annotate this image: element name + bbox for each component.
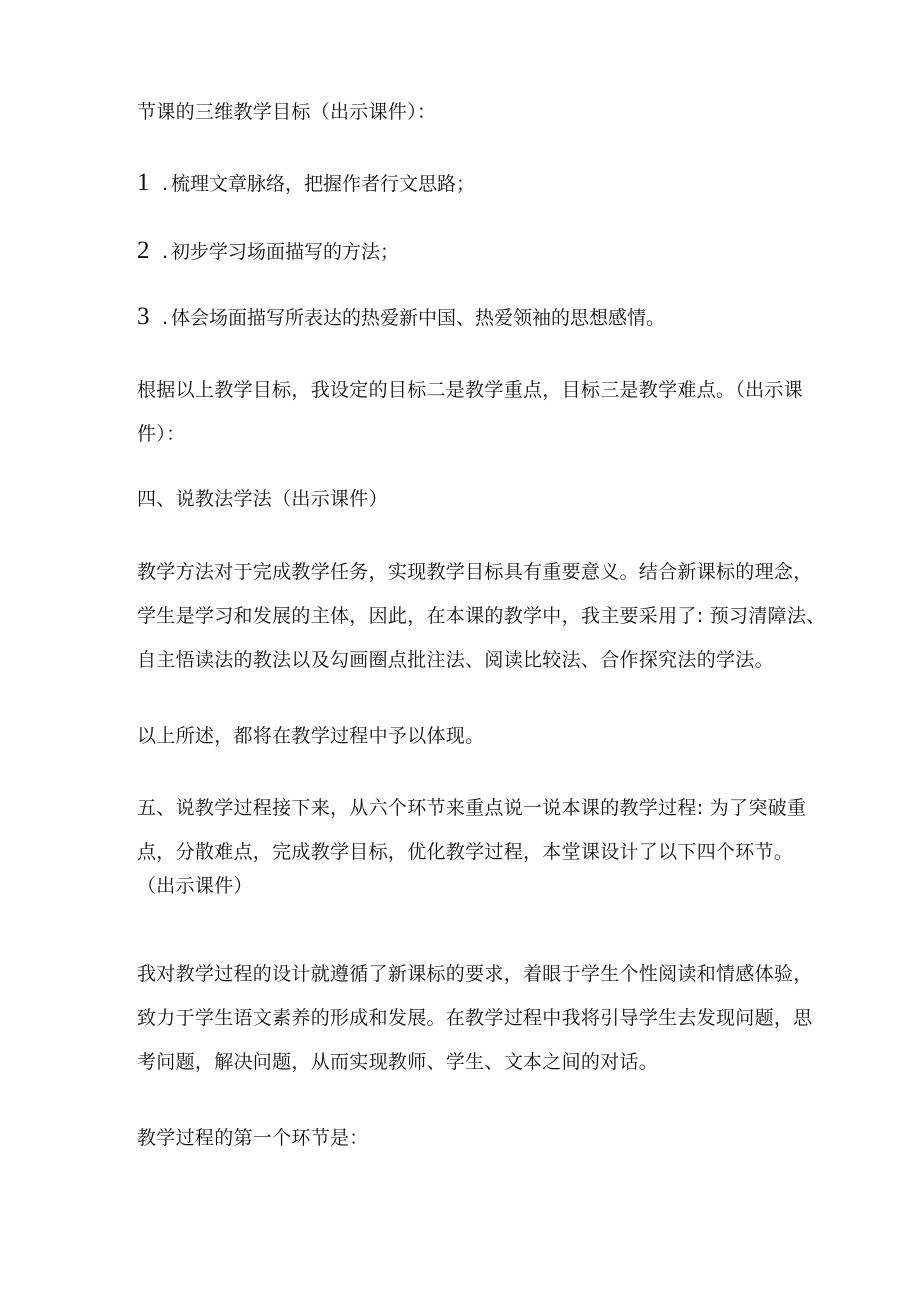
goal-text: 体会场面描写所表达的热爱新中国、热爱领袖的思想感情。	[171, 307, 666, 329]
paragraph-line: 考问题，解决问题，从而实现教师、学生、文本之间的对话。	[137, 1051, 659, 1073]
paragraph-line: 自主悟读法的教法以及勾画圈点批注法、阅读比较法、合作探究法的学法。	[137, 649, 774, 671]
first-step-paragraph: 教学过程的第一个环节是：	[137, 1127, 369, 1149]
key-points-paragraph	[137, 368, 802, 456]
goal-item-2	[137, 234, 399, 269]
paragraph-line: 我对教学过程的设计就遵循了新课标的要求，着眼于学生个性阅读和情感体验，	[137, 963, 813, 985]
section-4-heading: 四、说教法学法（出示课件）	[137, 488, 388, 510]
paragraph-line: 五、说教学过程接下来，从六个环节来重点说一说本课的教学过程: 为了突破重	[137, 797, 807, 819]
goal-number: 1	[137, 169, 150, 196]
goal-text: 初步学习场面描写的方法；	[171, 241, 400, 263]
paragraph-line: 件）：	[137, 423, 186, 445]
paragraph-line: 根据以上教学目标，我设定的目标二是教学重点，目标三是教学难点。（出示课	[137, 379, 804, 401]
goal-separator: .	[161, 173, 169, 195]
summary-paragraph: 以上所述，都将在教学过程中予以体现。	[137, 725, 485, 747]
methods-paragraph	[137, 550, 826, 682]
paragraph-line: （出示课件）	[137, 875, 253, 897]
goal-number: 2	[137, 237, 150, 264]
paragraph-line: 教学方法对于完成教学任务，实现教学目标具有重要意义。结合新课标的理念，	[137, 561, 813, 583]
goals-intro: 节课的三维教学目标（出示课件）：	[137, 101, 437, 123]
design-paragraph	[137, 952, 813, 1084]
goal-item-3	[137, 300, 665, 335]
paragraph-line: 致力于学生语文素养的形成和发展。在教学过程中我将引导学生去发现问题，思	[137, 1007, 813, 1029]
goal-separator: .	[161, 241, 169, 263]
paragraph-line: 学生是学习和发展的主体，因此，在本课的教学中，我主要采用了: 预习清障法、	[137, 605, 826, 627]
paragraph-line: 点，分散难点，完成教学目标，优化教学过程，本堂课设计了以下四个环节。	[137, 841, 794, 863]
goal-number: 3	[137, 303, 150, 330]
goal-separator: .	[161, 307, 169, 329]
section-5-paragraph	[137, 786, 807, 908]
goal-text: 梳理文章脉络，把握作者行文思路；	[171, 173, 476, 195]
goal-item-1	[137, 166, 475, 201]
